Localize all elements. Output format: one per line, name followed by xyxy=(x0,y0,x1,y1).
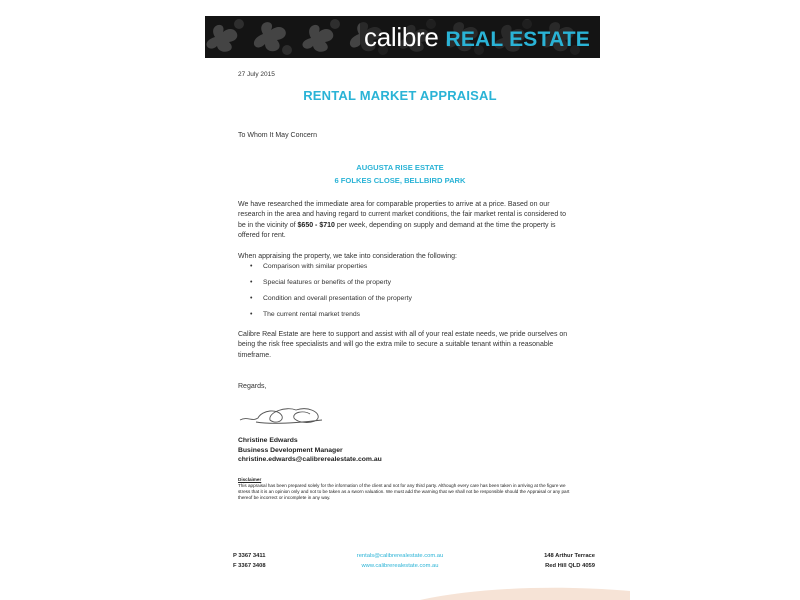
list-item: • Comparison with similar properties xyxy=(238,262,568,278)
footer-suburb: Red Hill QLD 4059 xyxy=(545,562,595,569)
signatory xyxy=(238,436,382,465)
footer-address xyxy=(505,552,595,571)
brand-suffix: REAL ESTATE xyxy=(445,28,590,51)
rental-price: $650 - $710 xyxy=(297,221,335,229)
header-banner xyxy=(205,16,600,58)
brand-word: calibre xyxy=(364,22,439,52)
footer-website[interactable]: www.calibrerealestate.com.au xyxy=(361,562,439,569)
brand-logo xyxy=(360,20,594,57)
footer-email[interactable]: rentals@calibrerealestate.com.au xyxy=(356,553,444,559)
signatory-position: Business Development Manager xyxy=(238,446,343,454)
list-item: • Special features or benefits of the property xyxy=(238,278,568,294)
footer-phone: P 3367 3411 xyxy=(233,553,266,559)
signature-image xyxy=(238,402,328,428)
estate-name: AUGUSTA RISE ESTATE xyxy=(356,163,444,172)
footer-street: 148 Arthur Terrace xyxy=(544,553,595,559)
factors-intro: When appraising the property, we take into consideration the following: xyxy=(238,253,457,260)
regards: Regards, xyxy=(238,383,267,390)
greeting: To Whom It May Concern xyxy=(238,132,317,139)
appraisal-paragraph xyxy=(238,200,573,241)
letter-date: 27 July 2015 xyxy=(238,71,275,78)
property-heading xyxy=(200,161,600,187)
disclaimer-text: This appraisal has been prepared solely for the information of the client and not for any third party. Although every care has been taken in arriving at the figure we stress that it is an opinion only and not to be taken as a sworn valuation. We must add the warning that we shall not be responsible should the Appraisal or any part thereof be incorrect or incomplete in any way. xyxy=(238,483,570,500)
disclaimer xyxy=(238,477,578,501)
list-item: • Condition and overall presentation of the property xyxy=(238,294,568,310)
para1-before: We have researched the immediate area for comparable properties to arrive at a price. Based on our research in the area and having regard to current market conditions, the fair market rental is considered to be in the vicinity of xyxy=(238,201,567,229)
page-title: RENTAL MARKET APPRAISAL xyxy=(303,88,497,103)
footer-wave xyxy=(420,585,630,600)
signatory-name: Christine Edwards xyxy=(238,437,298,444)
closing-paragraph: Calibre Real Estate are here to support and assist with all of your real estate needs, we pride ourselves on being the risk free specialists and will go the extra mile to secure a suitable tenant within a reasonable timeframe. xyxy=(238,331,568,359)
disclaimer-heading: Disclaimer xyxy=(238,477,262,482)
property-address: 6 FOLKES CLOSE, BELLBIRD PARK xyxy=(334,176,466,185)
list-item: • The current rental market trends xyxy=(238,310,568,326)
para1-after: per week, depending on supply and demand at the time the property is offered for rent. xyxy=(238,221,556,239)
footer-contact xyxy=(233,552,266,571)
signatory-email: christine.edwards@calibrerealestate.com.au xyxy=(238,456,382,463)
footer-online xyxy=(320,552,480,571)
factors-list xyxy=(238,262,568,326)
footer-fax: F 3367 3408 xyxy=(233,562,266,569)
